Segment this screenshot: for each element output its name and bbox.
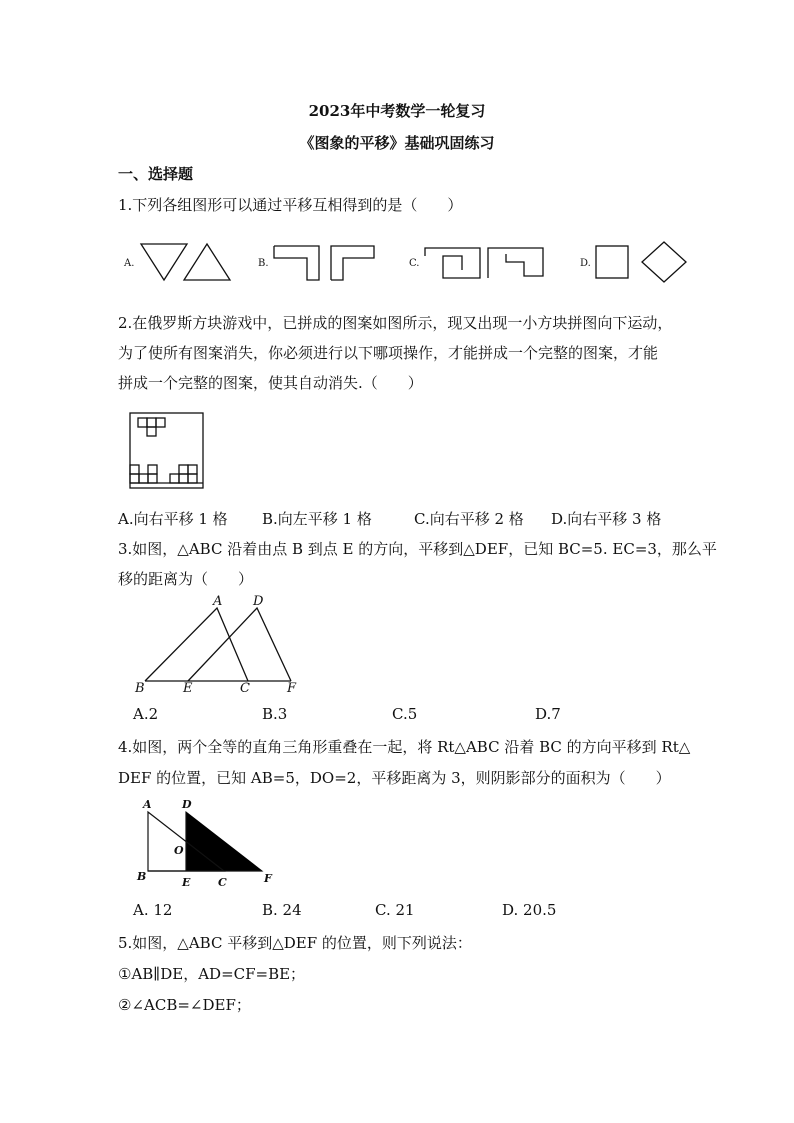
q1-a-triangle xyxy=(184,244,230,280)
q3-option-c: C.5 xyxy=(392,705,418,723)
question-3-line-1: 3.如图，△ABC 沿着由点 B 到点 E 的方向，平移到△DEF，已知 BC=5. EC=3，那么平 xyxy=(118,540,717,558)
q5-item-2: ②∠ACB=∠DEF； xyxy=(118,996,251,1014)
q3-figure xyxy=(0,592,794,697)
q1-d-diamond xyxy=(642,242,686,282)
tetris-figure xyxy=(118,408,218,492)
question-2-line-1: 2.在俄罗斯方块游戏中，已拼成的图案如图所示，现又出现一小方块拼图向下运动， xyxy=(118,314,673,332)
q3-option-d: D.7 xyxy=(535,705,561,723)
q1-d-square xyxy=(596,246,628,278)
q4-shaded-region xyxy=(186,812,262,871)
q1-label-a: A. xyxy=(124,258,135,269)
q1-label-d: D. xyxy=(580,258,591,269)
question-4-line-1: 4.如图，两个全等的直角三角形重叠在一起，将 Rt△ABC 沿着 BC 的方向平移到 Rt△ xyxy=(118,738,691,756)
q3-option-b: B.3 xyxy=(262,705,288,723)
q3-point-d: D xyxy=(253,594,264,609)
q2-option-d: D.向右平移 3 格 xyxy=(551,510,662,528)
section-heading: 一、选择题 xyxy=(118,165,194,183)
q2-option-a: A.向右平移 1 格 xyxy=(118,510,228,528)
q4-option-c: C. 21 xyxy=(375,901,415,919)
q4-option-d: D. 20.5 xyxy=(502,901,557,919)
q1-label-c: C. xyxy=(409,258,420,269)
q4-point-a: A xyxy=(143,798,152,811)
q4-point-b: B xyxy=(137,870,147,883)
q4-point-f: F xyxy=(264,872,272,885)
q3-point-b: B xyxy=(135,681,145,696)
q1-a-inverted-triangle xyxy=(141,244,187,280)
q4-point-c: C xyxy=(218,876,227,889)
question-2-line-2: 为了使所有图案消失，你必须进行以下哪项操作，才能拼成一个完整的图案，才能 xyxy=(118,344,659,362)
q1-c-shape-2 xyxy=(488,248,543,278)
question-4-line-2: DEF 的位置，已知 AB=5，DO=2，平移距离为 3，则阴影部分的面积为（ ） xyxy=(118,769,671,787)
q4-option-b: B. 24 xyxy=(262,901,302,919)
tetris-board xyxy=(130,413,203,488)
q4-point-e: E xyxy=(182,876,191,889)
q1-figures xyxy=(0,230,794,290)
question-3-line-2: 移的距离为（ ） xyxy=(118,570,254,588)
q3-triangle-abc xyxy=(145,608,248,681)
page-subtitle: 《图象的平移》基础巩固练习 xyxy=(299,134,495,152)
question-1-stem: 1.下列各组图形可以通过平移互相得到的是（ ） xyxy=(118,196,463,214)
q3-point-a: A xyxy=(213,594,223,609)
q3-triangle-def xyxy=(188,608,291,681)
q3-point-c: C xyxy=(240,681,250,696)
q2-option-c: C.向右平移 2 格 xyxy=(414,510,524,528)
q3-point-e: E xyxy=(183,681,193,696)
q4-point-d: D xyxy=(182,798,192,811)
q5-item-1: ①AB∥DE，AD=CF=BE； xyxy=(118,965,306,983)
q1-b-shape-1 xyxy=(274,246,319,280)
q4-option-a: A. 12 xyxy=(133,901,173,919)
q1-b-shape-2 xyxy=(331,246,374,280)
q3-point-f: F xyxy=(287,681,297,696)
q1-c-shape-1 xyxy=(425,248,480,278)
q4-point-o: O xyxy=(174,844,184,857)
q2-option-b: B.向左平移 1 格 xyxy=(262,510,372,528)
q4-figure xyxy=(0,796,794,892)
page-title: 2023年中考数学一轮复习 xyxy=(308,102,486,120)
question-2-line-3: 拼成一个完整的图案，使其自动消失.（ ） xyxy=(118,374,423,392)
q1-label-b: B. xyxy=(258,258,269,269)
question-5-stem: 5.如图，△ABC 平移到△DEF 的位置，则下列说法： xyxy=(118,934,472,952)
q3-option-a: A.2 xyxy=(133,705,159,723)
